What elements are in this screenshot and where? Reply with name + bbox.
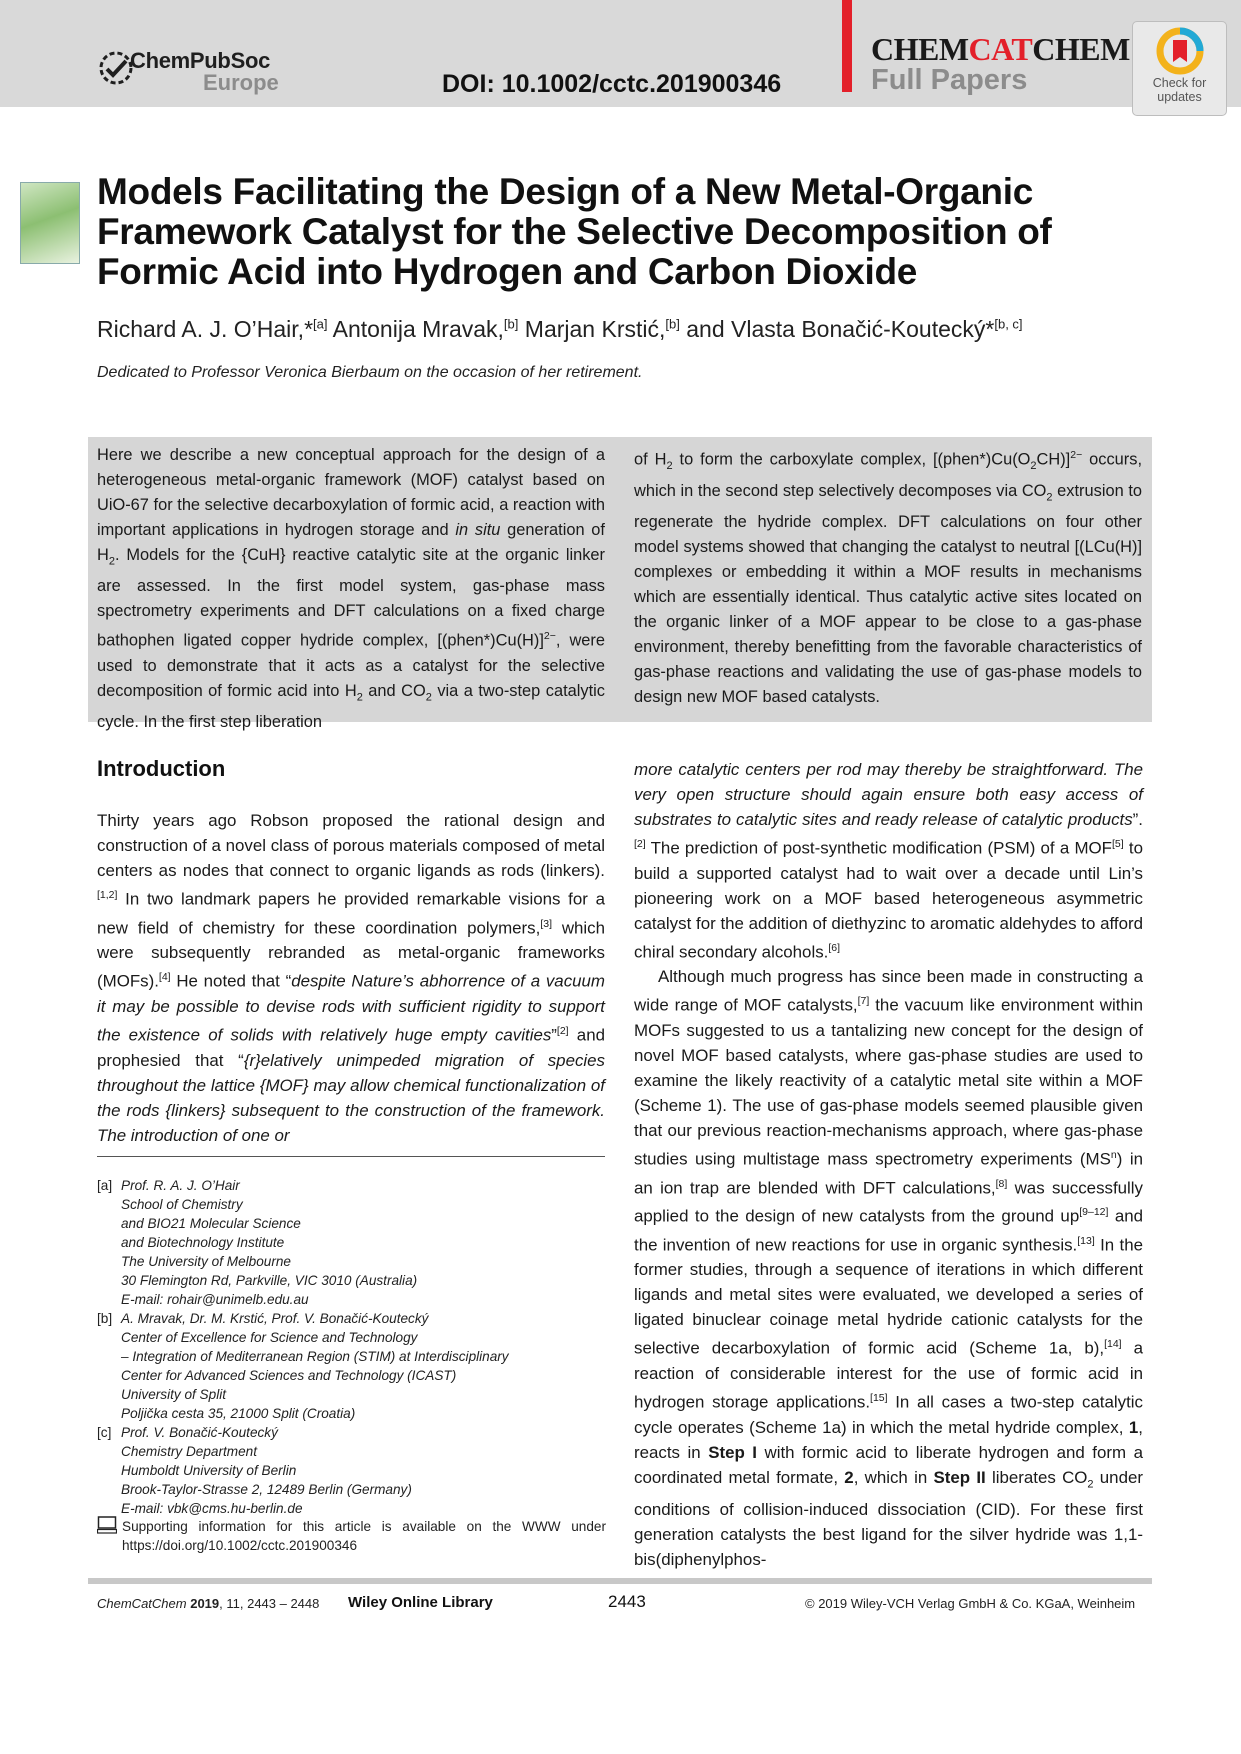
copyright: © 2019 Wiley-VCH Verlag GmbH & Co. KGaA, Weinheim <box>805 1596 1136 1611</box>
citation-link[interactable]: [13] <box>1077 1234 1095 1247</box>
citation-link[interactable]: [9–12] <box>1079 1206 1109 1219</box>
citation-link[interactable]: [14] <box>1104 1338 1122 1351</box>
author-list: Richard A. J. O’Hair,*[a] Antonija Mravak,[b] Marjan Krstić,[b] and Vlasta Bonačić-Koutecký*[b, c] <box>97 316 1023 342</box>
abstract-left-column: Here we describe a new conceptual approach for the design of a heterogeneous metal-organic framework (MOF) catalyst based on UiO-67 for the selective decarboxylation of formic acid, a reaction with important applications in hydrogen storage and in situ generation of $H_2$. Models for the {CuH} reactive catalytic site at the organic linker are assessed. In the first model system, gas-phase mass spectrometry experiments and DFT calculations on a fixed charge bathophen ligated copper hydride complex, [(phen*)Cu(H)]$^{2-}$, were used to demonstrate that it acts as a catalyst for the selective decomposition of formic acid into $H_2$ and $CO_2$ via a two-step catalytic cycle. In the first step liberation <box>97 446 605 732</box>
section-heading-introduction: Introduction <box>97 756 226 781</box>
citation-link[interactable]: [7] <box>857 995 870 1008</box>
paragraph: Although much progress has since been made in constructing a wide range of MOF catalysts,[7] the vacuum like environment within MOFs suggested to us a tantalizing new concept for the design of novel MOF based catalysts, where gas-phase studies are used to examine the likely reactivity of a catalytic metal site within a MOF (Scheme 1). The use of gas-phase models seemed plausible given that our previous reaction-mechanisms approach, where gas-phase studies using multistage mass spectrometry experiments $(MS^n)$ in an ion trap are blended with DFT calculations,[8] was successfully applied to the design of new catalysts from the ground up[9–12] and the invention of new reactions for use in organic synthesis.[13] In the former studies, through a sequence of iterations in which different ligands and metal sites were evaluated, we developed a series of ligated binuclear coinage metal hydride cationic catalysts for the selective decarboxylation of formic acid (Scheme 1a, b),[14] a reaction of considerable interest for the use of formic acid in hydrogen storage applications.[15] In all cases a two-step catalytic cycle operates (Scheme 1a) in which the metal hydride complex, 1, reacts in Step I with formic acid to liberate hydrogen and form a coordinated metal formate, 2, which in Step II liberates $CO_2$ under conditions of collision-induced dissociation (CID). For these first generation catalysts the best ligand for the silver hydride was 1,1-bis(diphenylphos- <box>634 967 1144 1569</box>
author-name: Antonija Mravak, <box>327 316 504 342</box>
citation-link[interactable]: [8] <box>995 1177 1008 1190</box>
doi-link[interactable]: DOI: 10.1002/cctc.201900346 <box>442 70 782 98</box>
citation-link[interactable]: [15] <box>870 1392 888 1404</box>
affiliation-c: [c] Prof. V. Bonačić-Koutecký Chemistry Department Humboldt University of Berlin Brook-Taylor-Strasse 2, 12489 Berlin (Germany) E-mail: vbk@cms.hu-berlin.de <box>97 1425 412 1516</box>
author-name: Marjan Krstić, <box>518 316 666 342</box>
affiliation-b: [b] A. Mravak, Dr. M. Krstić, Prof. V. Bonačić-Koutecký Center of Excellence for Science and Technology – Integration of Mediterranean Region (STIM) at Interdisciplinary Center for Advanced Sciences and Technology (ICAST) University of Split Poljička cesta 35, 21000 Split (Croatia) <box>97 1311 509 1421</box>
logo-text-top: ChemPubSoc <box>130 48 271 73</box>
dedication: Dedicated to Professor Veronica Bierbaum on the occasion of her retirement. <box>97 364 643 381</box>
author-name: and Vlasta Bonačić-Koutecký* <box>679 316 995 342</box>
author-name: Richard A. J. O’Hair,* <box>97 316 314 342</box>
citation-link[interactable]: [1,2] <box>97 889 118 901</box>
article-title: Models Facilitating the Design of a New Metal-Organic Framework Catalyst for the Selective Decomposition of Formic Acid into Hydrogen and Carbon Dioxide <box>97 171 1052 292</box>
email-link[interactable]: E-mail: vbk@cms.hu-berlin.de <box>121 1501 303 1516</box>
journal-accent-bar <box>842 0 852 92</box>
logo-text-bottom: Europe <box>203 70 279 95</box>
check-for-updates-label: Check for updates <box>1152 76 1207 104</box>
affiliations <box>97 1176 617 1518</box>
footnote-divider <box>97 1156 605 1157</box>
citation-link[interactable]: [2] <box>634 838 646 850</box>
citation-link[interactable]: [2] <box>556 1024 569 1037</box>
crossmark-icon <box>1155 26 1205 76</box>
citation-link[interactable]: [6] <box>828 941 841 954</box>
paragraph: more catalytic centers per rod may thereby be straightforward. The very open structure should again ensure both easy access of substrates to catalytic sites and ready release of catalytic products”.[2] The prediction of post-synthetic modification (PSM) of a MOF[5] to build a supported catalyst had to wait over a decade until Lin’s pioneering work on a MOF based heterogeneous asymmetric catalyst for the addition of diethyzinc to aromatic aldehydes to afford chiral secondary alcohols.[6] <box>634 760 1143 962</box>
citation-link[interactable]: [3] <box>540 917 552 930</box>
citation-link[interactable]: [5] <box>1112 838 1124 850</box>
abstract-right-column: of $H_2$ to form the carboxylate complex, $[(phen*)Cu(O_2CH)]^{2-}$ occurs, which in the second step selectively decomposes via $CO_2$ extrusion to regenerate the hydride complex. DFT calculations on four other model systems showed that changing the catalyst to neutral [(LCu(H)] complexes or embedding it within a MOF results in mechanisms which are essentially identical. Thus catalytic active sites located on the organic linker of a MOF appear to be close to a gas-phase environment, thereby benefitting from the favorable characteristics of gas-phase reactions and validating the use of gas-phase models to design new MOF based catalysts. <box>634 449 1143 707</box>
article-section: Full Papers <box>871 64 1028 96</box>
supporting-info-link[interactable]: Supporting information for this article is available on the WWW under https://doi.org/10.1002/cctc.201900346 <box>122 1519 606 1553</box>
wiley-online-library-link[interactable]: Wiley Online Library <box>348 1594 493 1611</box>
intro-right-column <box>634 757 1143 1572</box>
computer-icon <box>97 1516 117 1534</box>
journal-name: CHEMCATCHEM <box>871 31 1130 67</box>
citation-link[interactable]: [4] <box>158 971 171 984</box>
email-link[interactable]: E-mail: rohair@unimelb.edu.au <box>121 1292 309 1307</box>
page-number: 2443 <box>608 1592 646 1611</box>
journal-cover-thumbnail[interactable] <box>20 182 80 264</box>
footer-citation: ChemCatChem 2019, 11, 2443 – 2448 <box>97 1596 320 1611</box>
affiliation-a: [a] Prof. R. A. J. O’Hair School of Chemistry and BIO21 Molecular Science and Biotechnology Institute The University of Melbourne 30 Flemington Rd, Parkville, VIC 3010 (Australia) E-mail: rohair@unimelb.edu.au <box>97 1178 418 1307</box>
intro-left-column: Thirty years ago Robson proposed the rational design and construction of a novel class of porous materials composed of metal centers as nodes that connect to organic ligands as rods (linkers).[1,2] In two landmark papers he provided remarkable visions for a new field of chemistry for these coordination polymers,[3] which were subsequently rebranded as metal-organic frameworks (MOFs).[4] He noted that “despite Nature’s abhorrence of a vacuum it may be possible to devise rods with sufficient rigidity to support the existence of solids with relatively huge empty cavities”[2] and prophesied that “{r}elatively unimpeded migration of species throughout the lattice {MOF} may allow chemical functionalization of the rods {linkers} subsequent to the construction of the framework. The introduction of one or <box>97 811 605 1145</box>
footer-rule <box>88 1578 1152 1584</box>
